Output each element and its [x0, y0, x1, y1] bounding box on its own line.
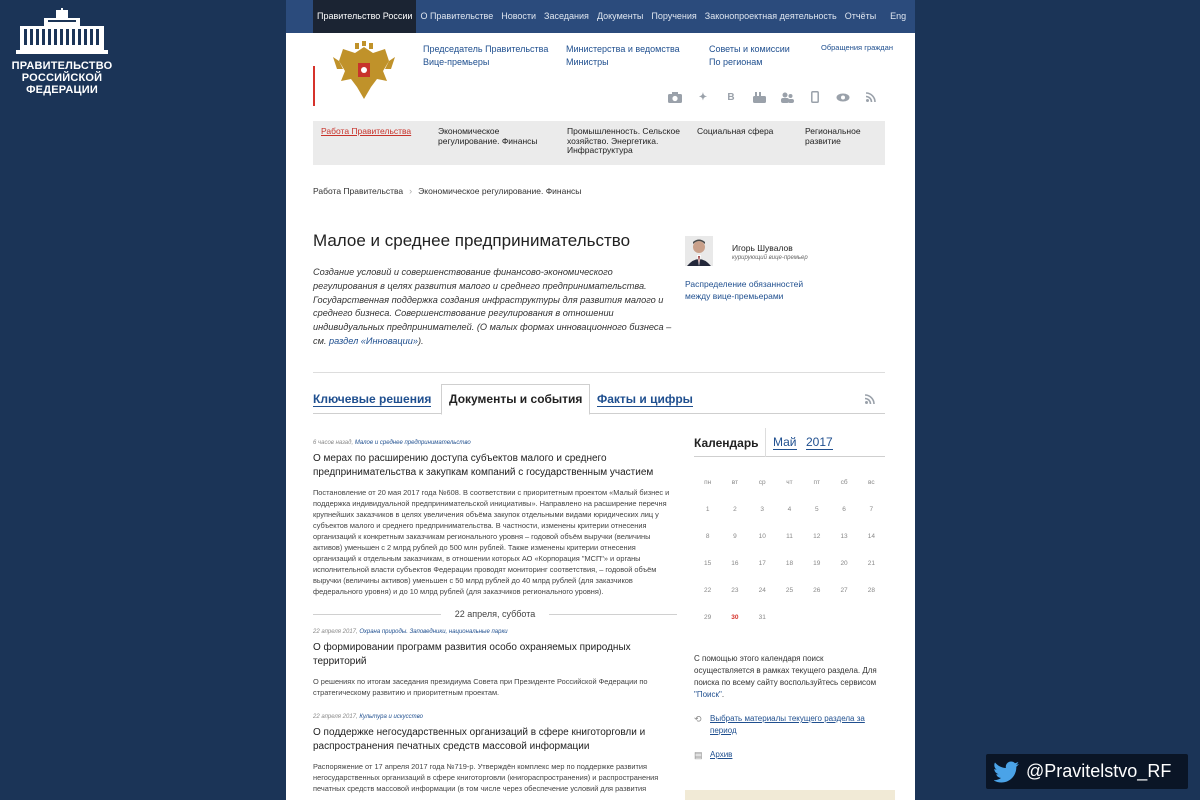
topnav-item-reports[interactable]: Отчёты: [844, 11, 877, 21]
calendar-day[interactable]: 17: [758, 560, 766, 567]
page-title: Малое и среднее предпринимательство: [313, 231, 631, 250]
topnav-item-english[interactable]: Eng: [890, 11, 907, 21]
link-chairman[interactable]: Председатель Правительства: [423, 44, 549, 54]
community-icon[interactable]: [780, 91, 794, 103]
period-select-link[interactable]: [694, 713, 885, 737]
calendar-day[interactable]: 14: [867, 533, 875, 540]
subnav-item-regional[interactable]: Региональное развитие: [805, 126, 861, 146]
rss-icon[interactable]: [864, 91, 878, 103]
calendar-day[interactable]: 22: [704, 587, 712, 594]
curator-role: курирующий вице-премьер: [732, 255, 808, 261]
news-item: [313, 714, 677, 794]
topnav-item-government[interactable]: Правительство России: [313, 0, 416, 33]
calendar-header: [694, 428, 885, 457]
calendar-day[interactable]: 6: [842, 506, 846, 513]
topnav-item-meetings[interactable]: Заседания: [544, 11, 589, 21]
weekday-label: ср: [758, 479, 766, 486]
news-tag-link[interactable]: Культура и искусство: [359, 714, 423, 720]
coat-of-arms-icon[interactable]: [333, 41, 395, 105]
lead-end: ).: [418, 335, 424, 346]
period-select-label: Выбрать материалы текущего раздела за период: [710, 714, 865, 735]
section-subnav: [313, 121, 885, 165]
news-tag-link[interactable]: Малое и среднее предпринимательство: [354, 440, 471, 446]
news-body: О решениях по итогам заседания президиума Совета при Президенте Российской Федерации по стратегическому развитию и приоритетным проектам.: [313, 677, 648, 697]
topnav-item-about[interactable]: О Правительстве: [420, 11, 494, 21]
calendar-day[interactable]: 23: [731, 587, 739, 594]
curator-name[interactable]: Игорь Шувалов: [732, 243, 793, 253]
weekday-label: вс: [868, 479, 875, 486]
calendar-day[interactable]: 9: [733, 533, 737, 540]
calendar-widget: [694, 428, 885, 761]
government-logo[interactable]: [8, 8, 116, 96]
calendar-month-select[interactable]: Май: [773, 435, 797, 449]
weekday-label: чт: [786, 479, 793, 486]
link-ministers[interactable]: Министры: [566, 57, 609, 67]
banner-strip: [685, 790, 895, 800]
news-date: 22 апреля 2017,: [313, 629, 358, 635]
brand-line-2: РОССИЙСКОЙ: [21, 72, 103, 84]
calendar-day[interactable]: 7: [869, 506, 874, 513]
calendar-label: Календарь: [694, 436, 759, 450]
link-vice-premiers[interactable]: Вице-премьеры: [423, 57, 490, 67]
header-links-col2: [566, 43, 680, 69]
search-service-link[interactable]: "Поиск": [694, 690, 722, 699]
news-body: Постановление от 20 мая 2017 года №608. В соответствии с приоритетным проектом «Малый бизнес и поддержка индивидуальной предпринимательской инициативы». Направлено на расширение перечня крупнейших заказчиков в целях увеличения объёма закупок отдельными видами юридических лиц у субъектов малого и среднего предпринимательства. В частности, изменены критерии отнесения организаций к конкретным заказчикам регионального уровня – годовой объём выручки (величины активов) уменьшен с 2 млрд рублей до 500 млн рублей. Также изменены критерии отнесения организаций к отдельным заказчикам, в отношении которых АО «Корпорация "МСП"» и органы исполнительной власти субъектов Федерации проводят мониторинг соответствия, – годовой объём выручки (величины активов) уменьшен с 50 млрд рублей до 40 млрд рублей (для заказчиков федерального уровня) и до 10 млрд рублей (для заказчиков регионального уровня).: [313, 488, 670, 596]
weekday-label: сб: [840, 479, 848, 486]
red-accent-bar: [313, 66, 315, 106]
calendar-day[interactable]: 12: [813, 533, 821, 540]
brand-line-1: ПРАВИТЕЛЬСТВО: [11, 60, 113, 72]
calendar-day[interactable]: 15: [704, 560, 712, 567]
breadcrumb-item-government-work[interactable]: Работа Правительства: [313, 186, 404, 196]
archive-link[interactable]: [694, 749, 885, 761]
weekday-label: пт: [813, 479, 821, 486]
duties-distribution-link[interactable]: Распределение обязанностей между вице-премьерами: [685, 279, 804, 301]
history-icon: ⟲: [694, 714, 702, 724]
calendar-day[interactable]: 20: [840, 560, 848, 567]
curator-photo[interactable]: [685, 236, 713, 266]
divider: [765, 428, 766, 457]
vk-icon[interactable]: B: [727, 91, 735, 103]
calendar-day[interactable]: 18: [785, 560, 794, 567]
social-links: [668, 91, 878, 103]
tab-facts-figures[interactable]: Факты и цифры: [597, 392, 693, 406]
news-meta: [313, 629, 677, 635]
calendar-day[interactable]: 31: [758, 614, 766, 621]
news-list: [313, 440, 677, 794]
breadcrumb: [313, 186, 581, 196]
lead-paragraph: [313, 266, 679, 349]
calendar-day[interactable]: 11: [786, 533, 793, 540]
archive-label: Архив: [710, 750, 733, 759]
topnav-item-news[interactable]: Новости: [501, 11, 537, 21]
rss-icon[interactable]: [865, 394, 875, 404]
header-links-col3: [709, 43, 790, 69]
link-ministries[interactable]: Министерства и ведомства: [566, 44, 680, 54]
twitter-bird-icon: [994, 761, 1020, 783]
calendar-day[interactable]: 3: [760, 506, 765, 513]
weekday-label: пн: [704, 479, 712, 486]
lead-text: Создание условий и совершенствование финансово-экономического регулирования в целях развития малого и среднего предпринимательства. Государственная поддержка создания инфраструктуры для развития малого и среднего бизнеса. Совершенствование регулирования в отношении индивидуальных предпринимателей. (О малых формах инновационного бизнеса – см.: [313, 267, 672, 346]
calendar-day[interactable]: 24: [758, 587, 766, 594]
innovation-section-link[interactable]: раздел «Инновации»: [329, 335, 418, 346]
link-citizen-appeals[interactable]: Обращения граждан: [821, 43, 893, 52]
news-title[interactable]: О поддержке негосударственных организаций в сфере книготорговли и распространения печатных средств массовой информации: [313, 727, 646, 752]
calendar-day[interactable]: 21: [867, 560, 875, 567]
calendar-note-text: С помощью этого календаря поиск осуществляется в рамках текущего раздела. Для поиска по всему сайту воспользуйтесь сервисом: [694, 654, 877, 687]
calendar-day[interactable]: 26: [813, 587, 821, 594]
link-councils[interactable]: Советы и комиссии: [709, 44, 790, 54]
tab-key-decisions[interactable]: Ключевые решения: [313, 392, 432, 406]
site-header: [286, 33, 915, 119]
calendar-day[interactable]: 4: [787, 506, 792, 513]
camera-icon[interactable]: [668, 91, 682, 103]
content-tabs: [313, 384, 885, 414]
calendar-day[interactable]: 25: [785, 587, 794, 594]
calendar-day[interactable]: 30: [731, 614, 739, 621]
archive-icon: ▤: [694, 750, 703, 760]
twitter-icon[interactable]: ✦: [698, 91, 708, 103]
calendar-day[interactable]: 19: [813, 560, 821, 567]
white-house-icon: [14, 8, 110, 56]
news-item: [313, 629, 677, 698]
calendar-day[interactable]: 1: [705, 506, 710, 513]
news-item: [313, 440, 677, 597]
brand-line-3: ФЕДЕРАЦИИ: [26, 84, 98, 96]
calendar-day[interactable]: 28: [867, 587, 875, 594]
day-separator-label: 22 апреля, суббота: [454, 609, 536, 619]
weekday-label: вт: [731, 479, 739, 486]
eye-icon[interactable]: [836, 91, 850, 103]
news-tag-link[interactable]: Охрана природы. Заповедники, национальные парки: [359, 629, 508, 635]
news-date: 6 часов назад,: [313, 440, 354, 446]
twitter-handle: @Pravitelstvo_RF: [1026, 761, 1172, 781]
subnav-item-industry[interactable]: Промышленность. Сельское хозяйство. Энергетика. Инфраструктура: [567, 126, 680, 155]
calendar-note-end: .: [721, 690, 725, 699]
calendar-day[interactable]: 10: [758, 533, 766, 540]
calendar-day[interactable]: 5: [814, 506, 819, 513]
calendar-day[interactable]: 13: [840, 533, 848, 540]
chevron-right-icon: ›: [409, 186, 413, 196]
news-body: Распоряжение от 17 апреля 2017 года №719-р. Утверждён комплекс мер по поддержке развития негосударственных организаций в сфере книготорговли (книгораспространения) и распространения печатных средств массовой информации (в том числе через обеспечение условий для развития: [313, 762, 659, 793]
news-title[interactable]: О мерах по расширению доступа субъектов малого и среднего предпринимательства к закупкам компаний с государственным участием: [313, 453, 654, 478]
calendar-year-select[interactable]: 2017: [806, 435, 833, 449]
calendar-day[interactable]: 16: [731, 560, 739, 567]
topnav-item-documents[interactable]: Документы: [596, 11, 644, 21]
news-date: 22 апреля 2017,: [313, 714, 358, 720]
news-title[interactable]: О формировании программ развития особо охраняемых природных территорий: [313, 642, 631, 667]
news-meta: [313, 714, 677, 720]
subnav-item-social[interactable]: Социальная сфера: [697, 126, 774, 136]
calendar-day[interactable]: 8: [705, 533, 710, 540]
news-meta: [313, 440, 677, 446]
topnav-item-lawmaking[interactable]: Законопроектная деятельность: [704, 11, 837, 21]
youtube-icon[interactable]: [752, 91, 766, 103]
divider: [313, 372, 885, 373]
top-navigation: [286, 0, 915, 33]
calendar-note: [694, 653, 885, 701]
tab-documents-events[interactable]: Документы и события: [441, 384, 590, 415]
calendar-grid: [694, 479, 885, 641]
header-links-col1: [423, 43, 548, 69]
main-page: [286, 0, 915, 800]
mobile-icon[interactable]: [808, 91, 822, 103]
twitter-handle-badge: [986, 754, 1188, 789]
calendar-day[interactable]: 2: [733, 506, 737, 513]
calendar-day[interactable]: 29: [704, 614, 712, 621]
link-regions[interactable]: По регионам: [709, 57, 763, 67]
day-separator: [313, 609, 677, 619]
subnav-item-government-work[interactable]: Работа Правительства: [321, 126, 412, 136]
breadcrumb-item-economic[interactable]: Экономическое регулирование. Финансы: [418, 186, 582, 196]
subnav-item-economic-regulation[interactable]: Экономическое регулирование. Финансы: [438, 126, 538, 146]
topnav-item-orders[interactable]: Поручения: [651, 11, 697, 21]
calendar-day[interactable]: 27: [840, 587, 848, 594]
